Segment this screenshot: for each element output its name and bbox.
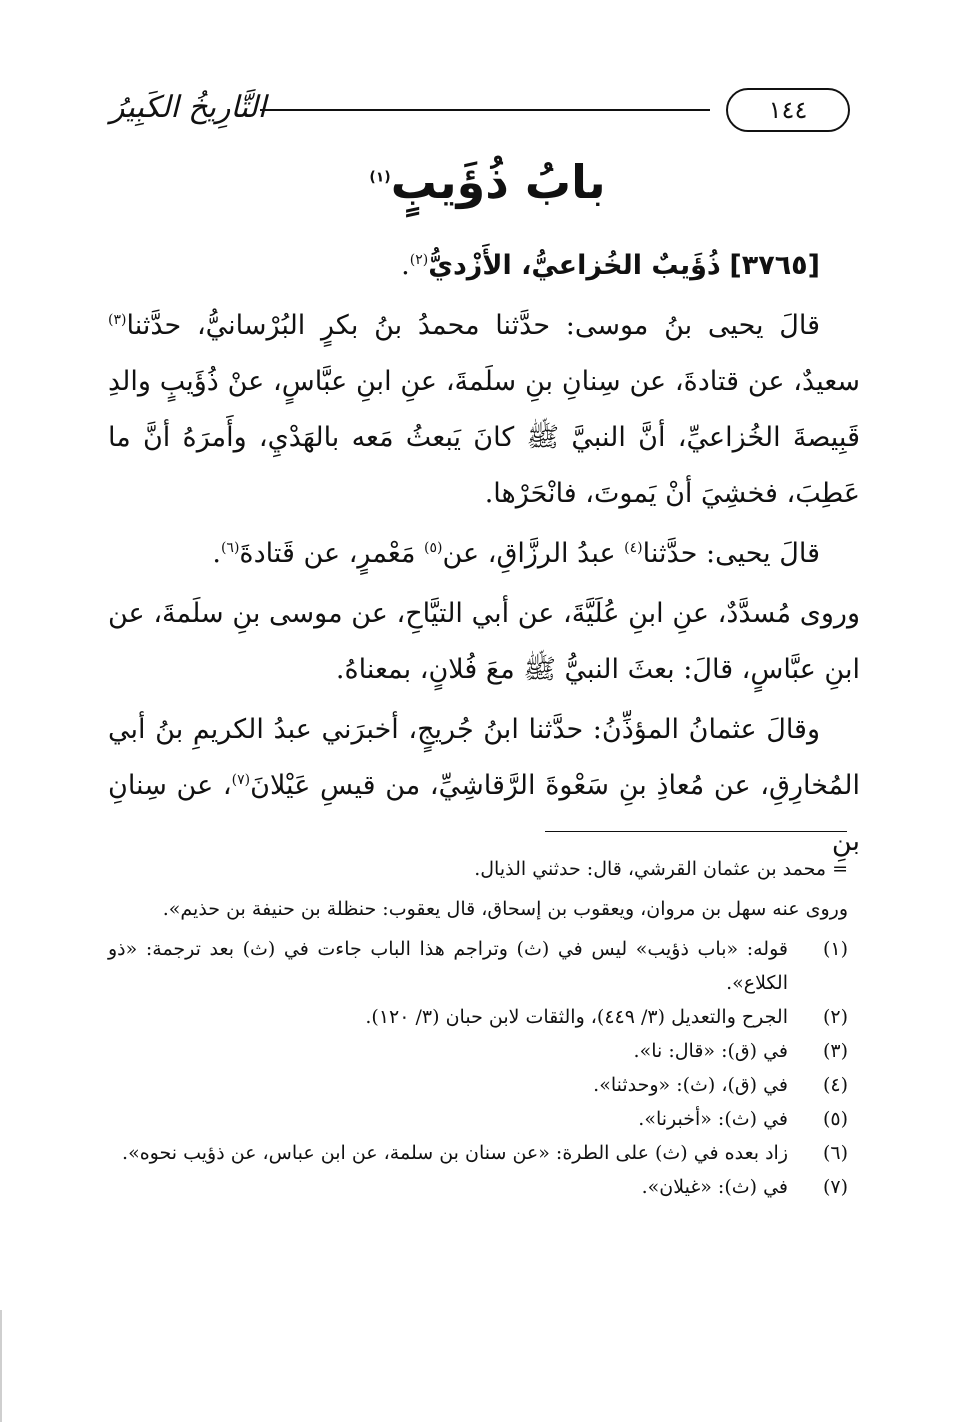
footnote-ref-6: (٦): [220, 540, 240, 556]
footnote-text: في (ث): «غيلان».: [641, 1176, 788, 1198]
chapter-title: [0, 152, 975, 212]
header-rule: [260, 109, 710, 111]
footnote-text: في (ق): «قال: نا».: [633, 1040, 788, 1062]
footnote-number: (٢): [822, 1006, 848, 1028]
footnote-separator: [545, 831, 847, 832]
entry-end: .: [401, 250, 410, 281]
page-number: ١٤٤: [726, 88, 850, 132]
footnote-number: (١): [822, 938, 848, 960]
footnote-text: زاد بعده في (ث) على الطرة: «عن سنان بن سلمة، عن ابن عباس، عن ذؤيب نحوه».: [122, 1142, 788, 1164]
chapter-title-text: بابُ ذُؤَيبٍ: [390, 155, 606, 209]
paragraph-2: [108, 526, 860, 582]
footnote-5: [108, 1102, 848, 1136]
footnote-ref-2: (٢): [409, 252, 429, 268]
footnote-number: (٦): [822, 1142, 848, 1164]
footnote-6: [108, 1136, 848, 1170]
paragraph-2-b: عبدُ الرزَّاقِ، عن: [442, 538, 616, 569]
footnote-3: [108, 1034, 848, 1068]
footnotes: [108, 852, 848, 1204]
footnote-text: في (ق)، (ث): «وحدثنا».: [593, 1074, 788, 1096]
footnote-continuation-1: = محمد بن عثمان القرشي، قال: حدثني الذيال.: [474, 858, 848, 880]
footnote-ref-5: (٥): [424, 540, 443, 556]
footnote-ref-7: (٧): [231, 772, 251, 788]
footnote-text: الجرح والتعديل (٣/ ٤٤٩)، والثقات لابن حبان (٣/ ١٢٠).: [365, 1006, 788, 1028]
footnote-number: (٣): [822, 1040, 848, 1062]
entry-number: [٣٧٦٥]: [729, 250, 820, 281]
paragraph-1: [108, 298, 860, 522]
paragraph-4: [108, 702, 860, 870]
footnote-text: في (ث): «أخبرنا».: [638, 1108, 788, 1130]
paragraph-3-text: وروى مُسدَّدٌ، عنِ ابنِ عُلَيَّةَ، عن أبي التيَّاحِ، عن موسى بنِ سلَمةَ، عن ابنِ عبَّاسٍ، قالَ: بعثَ النبيُّ ﷺ معَ فُلانٍ، بمعناهُ.: [108, 598, 860, 685]
paragraph-2-c: مَعْمرٍ، عن قَتادةَ: [239, 538, 416, 569]
paragraph-1-b: سعيدٌ، عن قتادةَ، عن سِنانِ بنِ سلَمةَ، عنِ ابنِ عبَّاسٍ، عنْ ذُؤَيبٍ والدِ قَبِيصةَ الخُزاعيِّ، أنَّ النبيَّ ﷺ كانَ يَبعثُ مَعه بالهَدْيِ، وأَمرَهُ أنَّ ما عَطِبَ، فخشِيَ أنْ يَموتَ، فانْحَرْها.: [108, 366, 860, 509]
footnote-number: (٤): [822, 1074, 848, 1096]
footnote-2: [108, 1000, 848, 1034]
footnote-number: (٥): [822, 1108, 848, 1130]
running-title: التَّارِيخُ الكَبِيرُ: [110, 90, 267, 125]
footnote-text: قوله: «باب ذؤيب» ليس في (ث) وتراجم هذا الباب جاءت في (ث) بعد ترجمة: «ذو الكلاع».: [108, 938, 788, 994]
paragraph-2-a: قالَ يحيى: حدَّثنا: [642, 538, 820, 569]
main-text: [108, 238, 860, 874]
footnote-ref-4: (٤): [624, 540, 643, 556]
footnote-ref-3: (٣): [108, 312, 127, 328]
page-header: [110, 86, 850, 136]
footnote-4: [108, 1068, 848, 1102]
footnote-ref-1: (١): [369, 169, 391, 186]
footnote-number: (٧): [822, 1176, 848, 1198]
paragraph-2-end: .: [212, 538, 221, 569]
footnote-7: [108, 1170, 848, 1204]
footnote-continuation-2: وروى عنه سهل بن مروان، ويعقوب بن إسحاق، قال يعقوب: حنظلة بن حنيفة بن حذيم».: [162, 898, 848, 920]
entry-heading: [108, 238, 860, 294]
entry-name: ذُؤَيبٌ الخُزاعيُّ، الأَزْديُّ: [428, 250, 721, 281]
paragraph-4-b: ، عن سِنانِ بنِ: [108, 770, 860, 857]
paragraph-4-a: وقالَ عثمانُ المؤذِّنُ: حدَّثنا ابنُ جُريجٍ، أخبرَني عبدُ الكريمِ بنُ أبي المُخارِقِ، عن مُعاذِ بنِ سَعْوةَ الرَّقاشِيِّ، من قيسِ عَيْلانَ: [108, 714, 861, 801]
paragraph-3: [108, 586, 860, 698]
scan-edge: [0, 1310, 2, 1422]
footnote-1: [108, 932, 848, 1000]
paragraph-1-a: قالَ يحيى بنُ موسى: حدَّثنا محمدُ بنُ بكرٍ البُرْسانيُّ، حدَّثنا: [126, 310, 820, 341]
